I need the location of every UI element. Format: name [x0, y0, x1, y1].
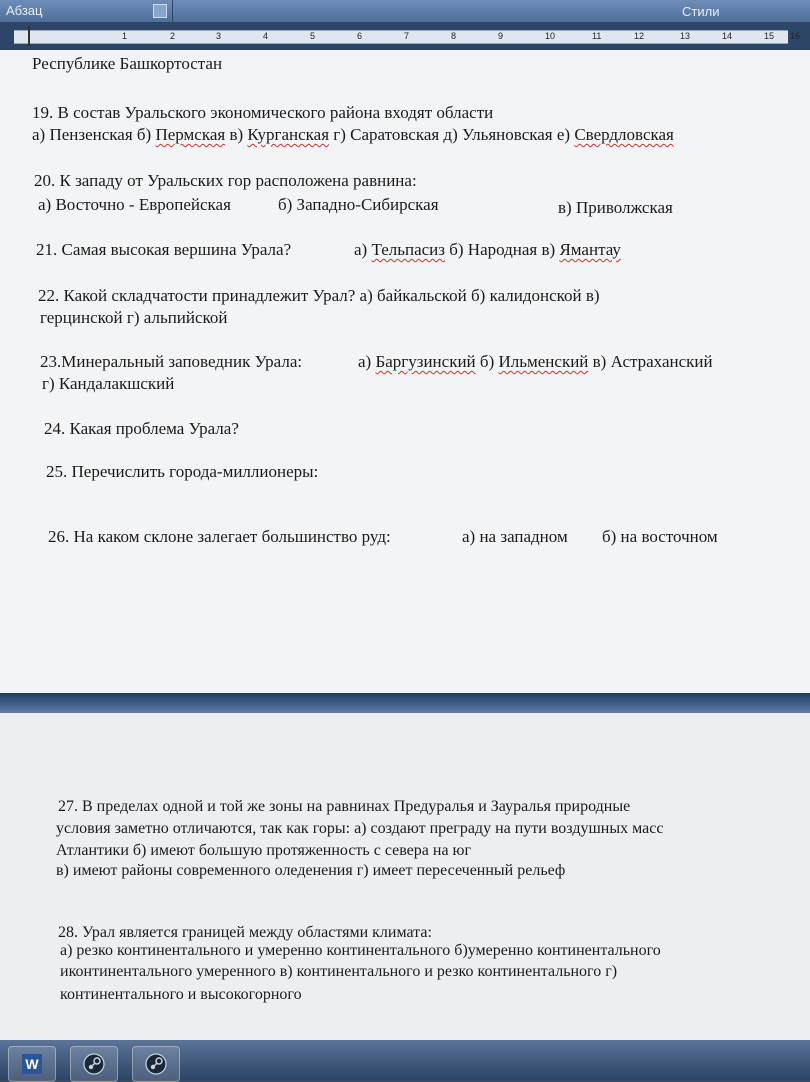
spell-error-word[interactable]: Баргузинский: [375, 352, 476, 371]
spell-error-word[interactable]: Курганская: [247, 125, 330, 144]
question-19: 19. В состав Уральского экономического района входят области: [32, 103, 494, 122]
q26-option-b: б) на восточном: [602, 527, 718, 546]
q21-options-part: а): [354, 240, 372, 259]
question-25: 25. Перечислить города-миллионеры:: [46, 462, 319, 481]
question-27: 27. В пределах одной и той же зоны на равнинах Предуралья и Зауралья природные: [58, 798, 631, 815]
question-26: 26. На каком склоне залегает большинство руд:: [48, 527, 391, 546]
ruler-tick: 9: [498, 31, 504, 41]
q20-option-b: б) Западно-Сибирская: [278, 195, 439, 214]
word-taskbar-button[interactable]: [8, 1046, 56, 1082]
q23-options-part: а): [358, 352, 376, 371]
taskbar: [0, 1040, 810, 1080]
question-19-options: [32, 125, 674, 145]
question-27-cont: условия заметно отличаются, так как горы: а) создают преграду на пути воздушных масс: [56, 820, 664, 837]
document-page[interactable]: [0, 50, 810, 693]
spell-error-word[interactable]: Тельпасиз: [371, 240, 445, 259]
q23-options-part: в) Астраханский: [588, 352, 713, 371]
spell-error-word[interactable]: Свердловская: [574, 125, 674, 144]
question-24: 24. Какая проблема Урала?: [44, 419, 239, 438]
q21-options: [354, 240, 621, 260]
question-27-cont: в) имеют районы современного оледенения г) имеет пересеченный рельеф: [56, 862, 566, 879]
ruler-tick: 7: [404, 31, 410, 41]
page-separator: [0, 693, 810, 713]
question-22: 22. Какой складчатости принадлежит Урал? а) байкальской б) калидонской в): [38, 286, 600, 305]
ruler-tick: 11: [592, 31, 602, 41]
spell-error-word[interactable]: Ильменский: [498, 352, 589, 371]
q19-options-part: а) Пензенская б): [32, 125, 156, 144]
steam-icon: [145, 1053, 167, 1075]
ruler-tick: 1: [122, 31, 128, 41]
question-28-cont: а) резко континентального и умеренно континентального б)умеренно континентального: [60, 942, 661, 959]
ruler-tick: 12: [634, 31, 645, 41]
ribbon: [0, 0, 810, 22]
ruler-tick: 13: [680, 31, 691, 41]
document-page[interactable]: [0, 713, 810, 1040]
question-28: 28. Урал является границей между областями климата:: [58, 924, 432, 941]
question-27-cont: Атлантики б) имеют большую протяженность с севера на юг: [56, 842, 472, 859]
question-21: 21. Самая высокая вершина Урала?: [36, 240, 292, 259]
paragraph-group-label: Абзац: [6, 3, 43, 18]
ruler-tick: 5: [310, 31, 316, 41]
steam-icon: [83, 1053, 105, 1075]
heading-fragment: Республике Башкортостан: [32, 54, 223, 73]
ruler-tick: 8: [451, 31, 457, 41]
styles-group-label: Стили: [682, 4, 720, 19]
ruler-tick: 4: [263, 31, 269, 41]
dialog-launcher-icon[interactable]: [153, 4, 167, 18]
question-22-cont: герцинской г) альпийской: [40, 308, 228, 327]
ruler-tick: 16: [790, 31, 801, 41]
steam-taskbar-button[interactable]: [132, 1046, 180, 1082]
q23-options-part: б): [475, 352, 499, 371]
indent-marker[interactable]: [28, 26, 40, 46]
ruler-tick: 6: [357, 31, 363, 41]
q23-options: [358, 352, 713, 372]
spell-error-word[interactable]: Пермская: [155, 125, 226, 144]
ruler-strip: [14, 30, 788, 44]
steam-taskbar-button[interactable]: [70, 1046, 118, 1082]
q20-option-c: в) Приволжская: [558, 198, 673, 217]
ruler-tick: 14: [722, 31, 733, 41]
question-23-cont: г) Кандалакшский: [42, 374, 175, 393]
q21-options-part: б) Народная в): [445, 240, 560, 259]
q20-option-a: а) Восточно - Европейская: [38, 195, 231, 214]
question-20: 20. К западу от Уральских гор расположена равнина:: [34, 171, 417, 190]
ruler-tick: 10: [545, 31, 556, 41]
ribbon-divider: [172, 0, 173, 22]
question-28-cont: иконтинентального умеренного в) континентального и резко континентального г): [60, 963, 618, 980]
ruler-tick: 2: [170, 31, 176, 41]
ruler-tick: 15: [764, 31, 775, 41]
spell-error-word[interactable]: Ямантау: [559, 240, 621, 259]
q19-options-part: г) Саратовская д) Ульяновская е): [329, 125, 575, 144]
ruler-tick: 3: [216, 31, 222, 41]
word-icon: W: [22, 1054, 42, 1074]
question-28-cont: континентального и высокогорного: [60, 986, 302, 1003]
q19-options-part: в): [225, 125, 248, 144]
horizontal-ruler[interactable]: [0, 22, 810, 50]
question-23: 23.Минеральный заповедник Урала:: [40, 352, 303, 371]
q26-option-a: а) на западном: [462, 527, 568, 546]
